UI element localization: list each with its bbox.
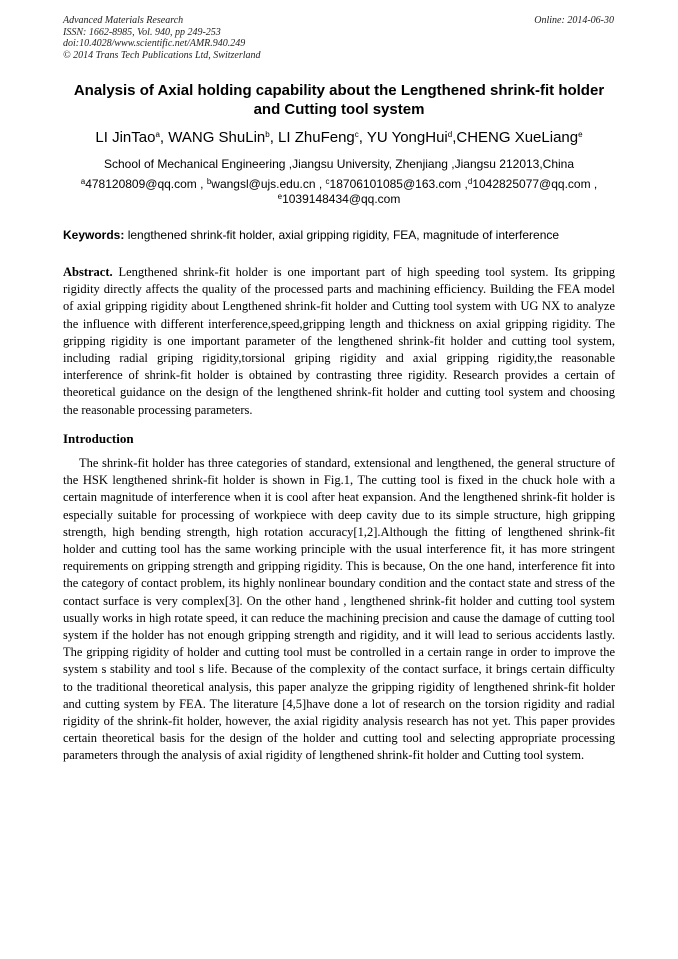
affiliation: School of Mechanical Engineering ,Jiangsu University, Zhenjiang ,Jiangsu 212013,China [103, 157, 575, 171]
introduction-paragraph: The shrink-fit holder has three categories of standard, extensional and lengthened, the general structure of the HSK lengthened shrink-fit holder is shown in Fig.1, The cutting tool is fixed in the chuck hole with a certain magnitude of interference when it is cool after heat expansion. And the lengthened shrink-fit holder is especially suitable for processing of workpiece with deep cavity due to its simple structure, high gripping strength, high bending strength, high rotation accuracy[1,2].Although the fitting of lengthened shrink-fit holder and cutting tool has the same working principle with the usual interference fit, it has more stringent requirements on gripping strength and gripping rigidity. This is because, On the one hand, interference fit into the category of contact problem, its highly nonlinear boundary condition and the contact state and stress of the contact surface is very complex[3]. On the other hand , lengthened shrink-fit holder and cutting tool system usually works in high rotate speed, it can reduce the machining precision and cause the damage of cutting tool system if the holder has not enough gripping strength and rigidity, and it will lead to serious accidents lastly. The gripping rigidity of holder and cutting tool must be controlled in a certain range in order to improve the system s stability and tool s life. Because of the complexity of the contact surface, it brings certain difficulty to the traditional theoretical analysis, this paper analyze the gripping rigidity of lengthened shrink-fit holder and cutting system by FEA. The literature [4,5]have done a lot of research on the torsion rigidity and radial rigidity of the shrink-fit holder, however, the axial rigidity analysis research has not yet. This paper provides certain theoretical basis for the design of the holder and cutting tool and selecting appropriate processing parameters through the analysis of axial rigidity of lengthened shrink-fit holder and Cutting tool system. [63, 456, 615, 763]
author: YU YongHui$^d$, [366, 129, 457, 146]
keywords-text: lengthened shrink-fit holder, axial gripping rigidity, FEA, magnitude of interference [127, 228, 560, 242]
email-list [63, 177, 615, 207]
author: WANG ShuLin$^b$, [168, 129, 279, 146]
author-email: $^e$1039148434@qq.com [277, 192, 401, 206]
abstract-text: Lengthened shrink-fit holder is one important part of high speeding tool system. Its gripping rigidity directly affects the quality of the processed parts and machining efficiency. Building the FEA model of axial gripping rigidity about Lengthened shrink-fit holder and Cutting tool system with UG NX to analyze the influence with different interference,speed,gripping length and thickness on axial gripping rigidity. The gripping rigidity is one important parameter of the lengthened shrink-fit holder and cutting tool system, including radial griping rigidity,torsional griping rigidity and axial gripping rigidity,the reasonable interference of shrink-fit holder is obtained by contrasting three rigidity. Research provides a certain of theoretical guidance on the design of the lengthened shrink-fit holder and cutting tool system and choosing the reasonable processing parameters. [63, 265, 615, 417]
abstract [63, 264, 615, 419]
journal-metadata [63, 15, 261, 61]
doi-line: doi:10.4028/www.scientific.net/AMR.940.249 [63, 38, 246, 49]
abstract-label: Abstract. [63, 265, 113, 279]
author-email: $^a$478120809@qq.com , [80, 177, 207, 191]
online-date: Online: 2014-06-30 [534, 15, 614, 26]
author-email: $^d$1042825077@qq.com , [467, 177, 598, 191]
author: LI ZhuFeng$^c$, [278, 129, 367, 146]
keywords [63, 228, 615, 243]
author-list [40, 129, 638, 147]
issn-line: ISSN: 1662-8985, Vol. 940, pp 249-253 [63, 26, 221, 38]
author: LI JinTao$^a$, [95, 129, 169, 146]
journal-name: Advanced Materials Research [63, 15, 184, 26]
copyright-line: © 2014 Trans Tech Publications Ltd, Switzerland [63, 49, 261, 61]
section-heading-introduction: Introduction [63, 431, 134, 446]
author: CHENG XueLiang$^e$ [456, 129, 583, 146]
author-email: $^b$wangsl@ujs.edu.cn , [206, 177, 326, 191]
author-email: $^c$18706101085@163.com , [325, 177, 468, 191]
keywords-label: Keywords: [63, 228, 125, 242]
paper-title: Analysis of Axial holding capability about the Lengthened shrink-fit holder and Cutting tool system [73, 82, 605, 118]
